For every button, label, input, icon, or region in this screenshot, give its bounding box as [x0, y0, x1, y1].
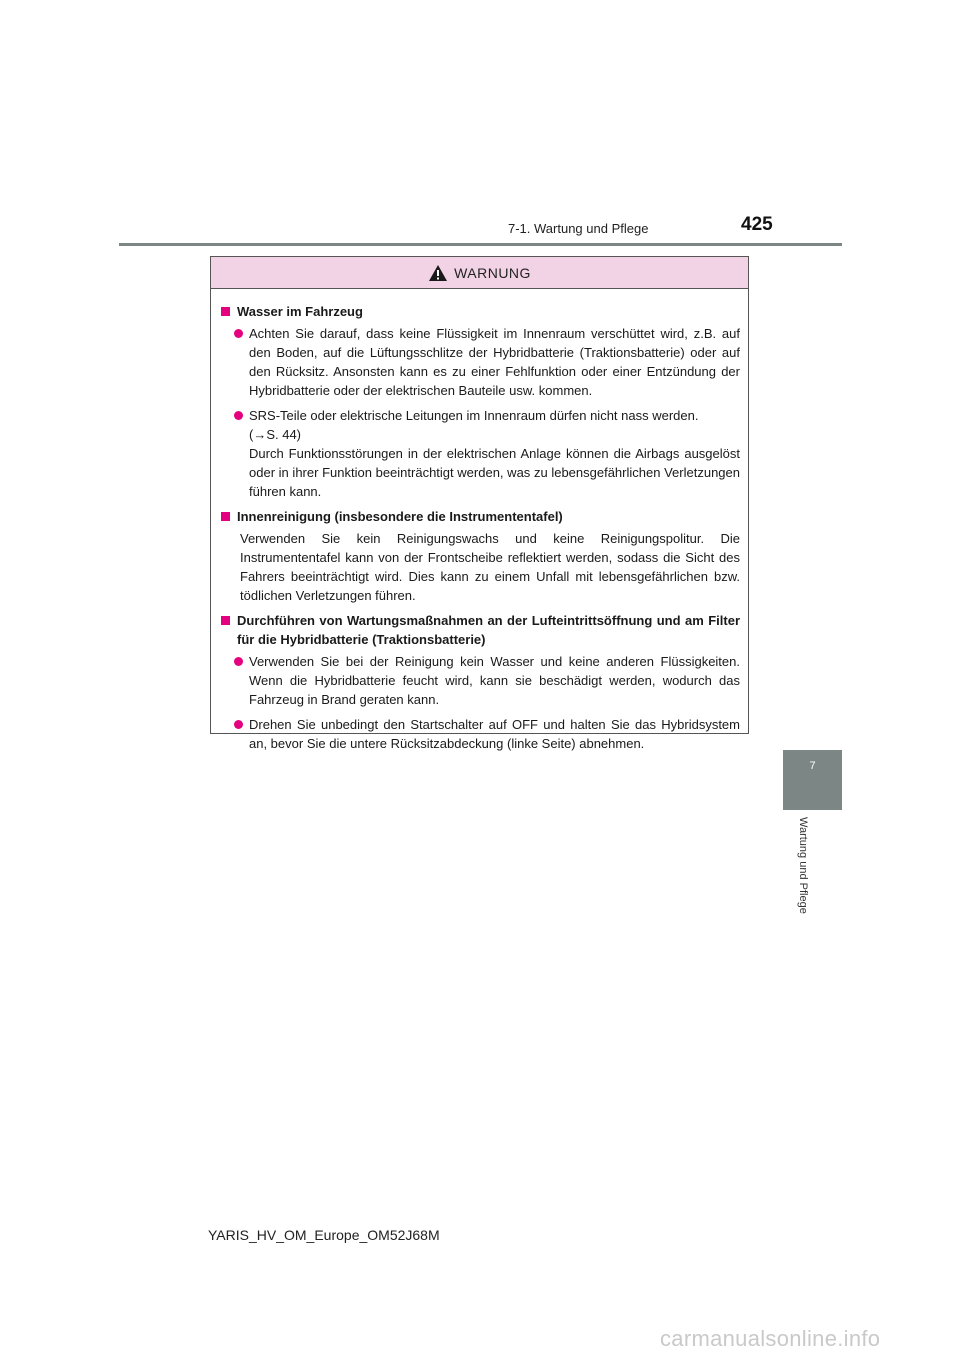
chapter-tab-label: Wartung und Pflege [797, 817, 809, 914]
circle-bullet-icon [234, 720, 243, 729]
bullet-text [249, 406, 740, 501]
section-heading-text: Durchführen von Wartungsmaßnahmen an der Lufteintrittsöffnung und am Filter für die Hybridbatterie (Traktionsbatterie) [237, 613, 740, 647]
chapter-tab[interactable] [783, 750, 842, 810]
circle-bullet-icon [234, 411, 243, 420]
circle-bullet-icon [234, 657, 243, 666]
warning-body [211, 289, 748, 753]
section-heading [221, 302, 740, 321]
header-section-title: 7-1. Wartung und Pflege [508, 221, 649, 236]
page-number: 425 [741, 214, 773, 235]
square-bullet-icon [221, 512, 230, 521]
section-heading [221, 611, 740, 649]
bullet-text: Verwenden Sie bei der Reinigung kein Wasser und keine anderen Flüssigkeiten. Wenn die Hybridbatterie feucht wird, kann sie beschädigt werden, wodurch das Fahrzeug in Brand geraten kann. [249, 654, 740, 707]
bullet-text: Achten Sie darauf, dass keine Flüssigkeit im Innenraum verschüttet wird, z.B. auf den Boden, auf die Lüftungsschlitze der Hybridbatterie (Traktionsbatterie) oder auf den Rücksitz. Ansonsten kann es zu einer Fehlfunktion oder einer Entzündung der Hybridbatterie oder der elektrischen Bauteile usw. kommen. [249, 326, 740, 398]
warning-triangle-icon [428, 264, 448, 282]
list-item [221, 324, 740, 400]
footer-document-code: YARIS_HV_OM_Europe_OM52J68M [208, 1227, 440, 1243]
bullet-line: SRS-Teile oder elektrische Leitungen im Innenraum dürfen nicht nass werden. [249, 408, 699, 423]
bullet-text: Drehen Sie unbedingt den Startschalter auf OFF und halten Sie das Hybridsystem an, bevor Sie die untere Rücksitzabdeckung (linke Seite) abnehmen. [249, 717, 740, 751]
section-interior-cleaning [221, 507, 740, 605]
page-reference: (→S. 44) [249, 427, 302, 442]
bullet-line: Durch Funktionsstörungen in der elektrischen Anlage können die Airbags ausgelöst oder in ihrer Funktion beeinträchtigt werden, was zu lebensgefährlichen Verletzungen führen kann. [249, 446, 740, 499]
warning-box [210, 256, 749, 751]
section-paragraph: Verwenden Sie kein Reinigungswachs und keine Reinigungspolitur. Die Instrumententafel kann von der Frontscheibe reflektiert werden, sodass die Sicht des Fahrers beeinträchtigt wird. Dies kann zu einem Unfall mit lebensgefährlichen bzw. tödlichen Verletzungen führen. [240, 531, 740, 603]
section-air-intake-maintenance [221, 611, 740, 753]
list-item [221, 715, 740, 753]
section-heading-text: Wasser im Fahrzeug [237, 304, 363, 319]
circle-bullet-icon [234, 329, 243, 338]
header-rule [119, 243, 842, 246]
watermark: carmanualsonline.info [660, 1326, 881, 1351]
section-water [221, 302, 740, 501]
list-item [221, 652, 740, 709]
chapter-tab-number: 7 [809, 760, 816, 772]
section-heading [221, 507, 740, 526]
list-item [221, 406, 740, 501]
warning-header [211, 257, 748, 289]
square-bullet-icon [221, 307, 230, 316]
square-bullet-icon [221, 616, 230, 625]
warning-title: WARNUNG [454, 264, 531, 281]
section-heading-text: Innenreinigung (insbesondere die Instrumententafel) [237, 509, 563, 524]
